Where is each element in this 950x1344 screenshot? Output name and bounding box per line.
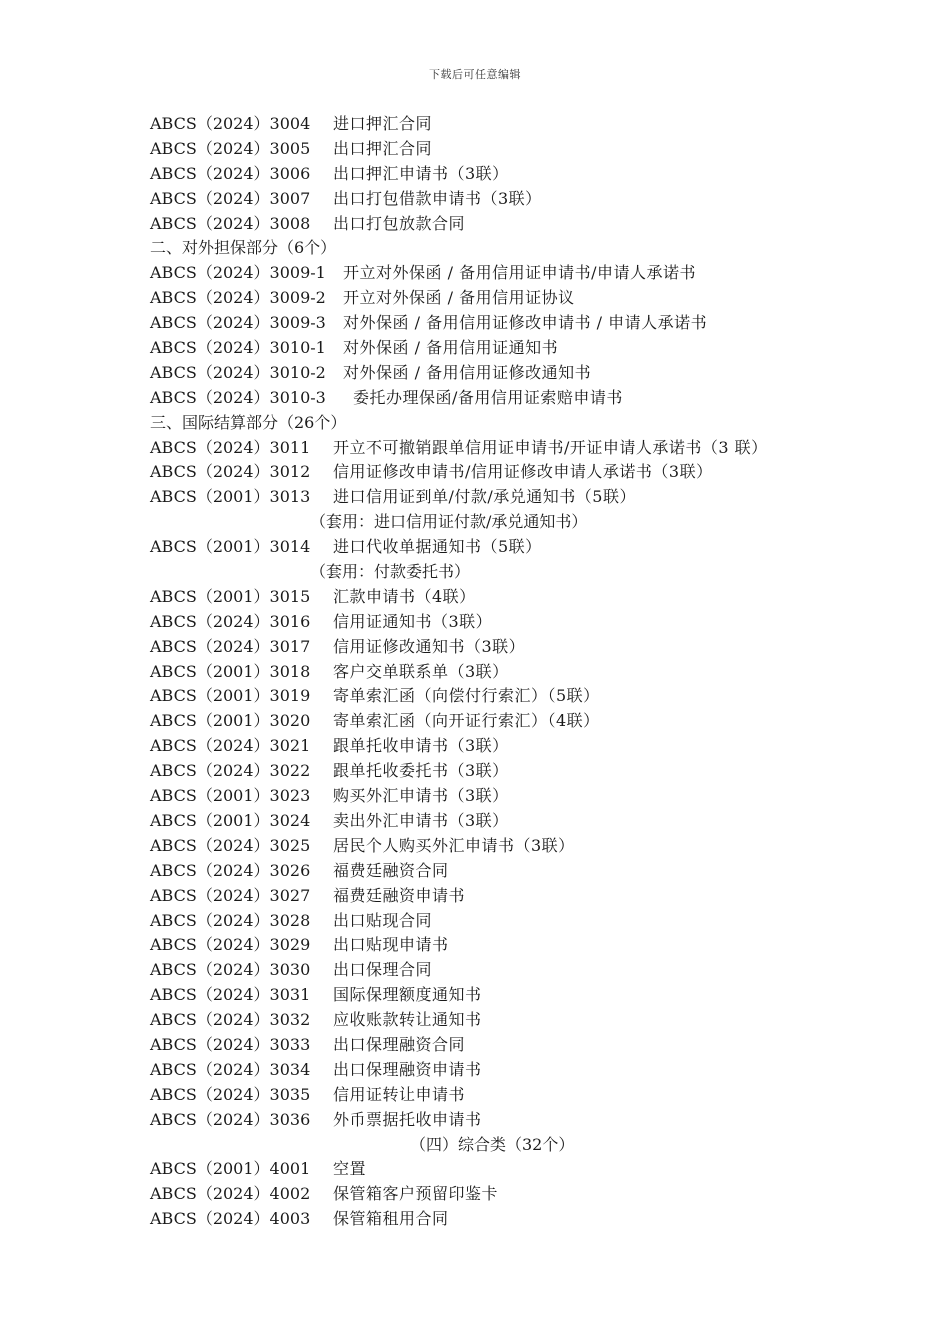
form-title: 外币票据托收申请书 <box>333 1109 482 1129</box>
form-code: ABCS（2024）3016 <box>150 611 311 631</box>
form-title: 跟单托收委托书（3联） <box>333 761 509 781</box>
form-title: 出口打包放款合同 <box>333 213 466 233</box>
form-code: ABCS（2024）3033 <box>150 1034 311 1054</box>
form-title: 开立对外保函 / 备用信用证申请书/申请人承诺书 <box>343 263 696 283</box>
form-list-item <box>150 884 870 909</box>
form-code: ABCS（2024）3005 <box>150 138 311 158</box>
form-code: ABCS（2024）3010-1 <box>150 338 326 358</box>
form-code: ABCS（2024）3021 <box>150 736 311 756</box>
form-title: 出口保理融资申请书 <box>333 1059 482 1079</box>
form-code: ABCS（2024）3009-1 <box>150 263 326 283</box>
form-code: ABCS（2001）3015 <box>150 586 311 606</box>
form-list-item <box>150 933 870 958</box>
form-title: 福费廷融资合同 <box>333 860 449 880</box>
form-list-item <box>150 1157 870 1182</box>
form-list-item <box>150 759 870 784</box>
form-list-item <box>150 112 870 137</box>
form-title: 委托办理保函/备用信用证索赔申请书 <box>353 387 623 407</box>
form-title: 进口信用证到单/付款/承兑通知书（5联） <box>333 487 636 507</box>
form-list-item <box>150 1182 870 1207</box>
form-code: ABCS（2001）3020 <box>150 711 311 731</box>
form-list-item <box>150 361 870 386</box>
form-title: 出口贴现合同 <box>333 910 433 930</box>
form-list-item <box>150 1207 870 1232</box>
form-code: ABCS（2024）3026 <box>150 860 311 880</box>
form-title: 居民个人购买外汇申请书（3联） <box>333 835 575 855</box>
form-list-item <box>150 809 870 834</box>
form-code: ABCS（2024）3010-3 <box>150 387 326 407</box>
section-heading: 二、对外担保部分（6个） <box>150 238 337 258</box>
form-list-item <box>150 1083 870 1108</box>
form-title: 跟单托收申请书（3联） <box>333 736 509 756</box>
form-title: 对外保函 / 备用信用证修改申请书 / 申请人承诺书 <box>343 313 708 333</box>
form-code: ABCS（2024）3007 <box>150 188 311 208</box>
form-title: 信用证转让申请书 <box>333 1084 466 1104</box>
form-list-item <box>150 734 870 759</box>
form-list-item <box>150 187 870 212</box>
form-code: ABCS（2024）3010-2 <box>150 362 326 382</box>
form-code: ABCS（2001）3023 <box>150 786 311 806</box>
form-list-item <box>150 436 870 461</box>
item-note: （套用：进口信用证付款/承兑通知书） <box>310 512 588 532</box>
form-code: ABCS（2024）3011 <box>150 437 311 457</box>
form-list-item <box>150 485 870 510</box>
form-title: 出口押汇申请书（3联） <box>333 163 509 183</box>
form-code: ABCS（2024）3017 <box>150 636 311 656</box>
form-list-item <box>150 709 870 734</box>
form-list-item <box>150 1058 870 1083</box>
form-code: ABCS（2024）3029 <box>150 935 311 955</box>
form-code: ABCS（2001）3013 <box>150 487 311 507</box>
form-list-item <box>150 311 870 336</box>
form-list-item <box>150 137 870 162</box>
form-title: 出口打包借款申请书（3联） <box>333 188 542 208</box>
form-list-item <box>150 261 870 286</box>
form-code: ABCS（2024）3027 <box>150 885 311 905</box>
form-list-item <box>150 834 870 859</box>
form-code: ABCS（2024）3022 <box>150 761 311 781</box>
form-list-item <box>150 162 870 187</box>
form-code: ABCS（2024）3032 <box>150 1010 311 1030</box>
form-code: ABCS（2024）4003 <box>150 1209 311 1229</box>
category-heading: （四）综合类（32个） <box>410 1134 575 1154</box>
form-title: 国际保理额度通知书 <box>333 985 482 1005</box>
form-list-item <box>150 660 870 685</box>
form-title: 开立对外保函 / 备用信用证协议 <box>343 288 575 308</box>
form-code: ABCS（2001）3014 <box>150 537 311 557</box>
form-title: 客户交单联系单（3联） <box>333 661 509 681</box>
form-title: 出口押汇合同 <box>333 138 433 158</box>
form-title: 寄单索汇函（向偿付行索汇）（5联） <box>333 686 600 706</box>
form-list-item <box>150 1008 870 1033</box>
form-list-item <box>150 1033 870 1058</box>
form-list-item <box>150 212 870 237</box>
form-code: ABCS（2001）3024 <box>150 810 311 830</box>
form-list-item <box>150 983 870 1008</box>
form-title: 进口代收单据通知书（5联） <box>333 537 542 557</box>
form-code: ABCS（2024）3009-3 <box>150 313 326 333</box>
form-code: ABCS（2024）3006 <box>150 163 311 183</box>
page-header: 下载后可任意编辑 <box>429 68 521 81</box>
form-title: 购买外汇申请书（3联） <box>333 786 509 806</box>
form-title: 信用证修改申请书/信用证修改申请人承诺书（3联） <box>333 462 713 482</box>
form-list-item <box>150 286 870 311</box>
document-body <box>150 112 870 1232</box>
form-title: 卖出外汇申请书（3联） <box>333 810 509 830</box>
form-list-item <box>150 859 870 884</box>
form-title: 出口保理融资合同 <box>333 1034 466 1054</box>
form-code: ABCS（2024）3012 <box>150 462 311 482</box>
form-title: 福费廷融资申请书 <box>333 885 466 905</box>
form-code: ABCS（2001）4001 <box>150 1159 311 1179</box>
form-code: ABCS（2001）3019 <box>150 686 311 706</box>
form-title: 信用证通知书（3联） <box>333 611 493 631</box>
form-code: ABCS（2024）4002 <box>150 1184 311 1204</box>
form-list-item <box>150 336 870 361</box>
form-title: 信用证修改通知书（3联） <box>333 636 526 656</box>
form-code: ABCS（2024）3025 <box>150 835 311 855</box>
form-title: 应收账款转让通知书 <box>333 1010 482 1030</box>
form-list-item <box>150 535 870 560</box>
item-note: （套用：付款委托书） <box>310 562 471 582</box>
form-title: 对外保函 / 备用信用证修改通知书 <box>343 362 592 382</box>
form-list-item <box>150 684 870 709</box>
form-code: ABCS（2024）3036 <box>150 1109 311 1129</box>
form-title: 出口保理合同 <box>333 960 433 980</box>
form-code: ABCS（2024）3008 <box>150 213 311 233</box>
form-code: ABCS（2024）3035 <box>150 1084 311 1104</box>
form-list-item <box>150 386 870 411</box>
form-title: 进口押汇合同 <box>333 114 433 133</box>
form-title: 保管箱租用合同 <box>333 1209 449 1229</box>
form-code: ABCS（2024）3028 <box>150 910 311 930</box>
form-code: ABCS（2024）3030 <box>150 960 311 980</box>
form-title: 寄单索汇函（向开证行索汇）（4联） <box>333 711 600 731</box>
form-list-item <box>150 958 870 983</box>
section-heading: 三、国际结算部分（26个） <box>150 412 347 432</box>
form-list-item <box>150 909 870 934</box>
form-code: ABCS（2024）3004 <box>150 114 311 133</box>
form-list-item <box>150 610 870 635</box>
form-code: ABCS（2024）3009-2 <box>150 288 326 308</box>
form-list-item <box>150 585 870 610</box>
form-list-item <box>150 1108 870 1133</box>
form-title: 汇款申请书（4联） <box>333 586 476 606</box>
form-code: ABCS（2001）3018 <box>150 661 311 681</box>
form-title: 开立不可撤销跟单信用证申请书/开证申请人承诺书（3 联） <box>333 437 768 457</box>
form-code: ABCS（2024）3034 <box>150 1059 311 1079</box>
form-list-item <box>150 635 870 660</box>
form-list-item <box>150 784 870 809</box>
form-list-item <box>150 460 870 485</box>
form-title: 对外保函 / 备用信用证通知书 <box>343 338 559 358</box>
form-title: 保管箱客户预留印鉴卡 <box>333 1184 499 1204</box>
form-title: 出口贴现申请书 <box>333 935 449 955</box>
form-title: 空置 <box>333 1159 367 1179</box>
form-code: ABCS（2024）3031 <box>150 985 311 1005</box>
